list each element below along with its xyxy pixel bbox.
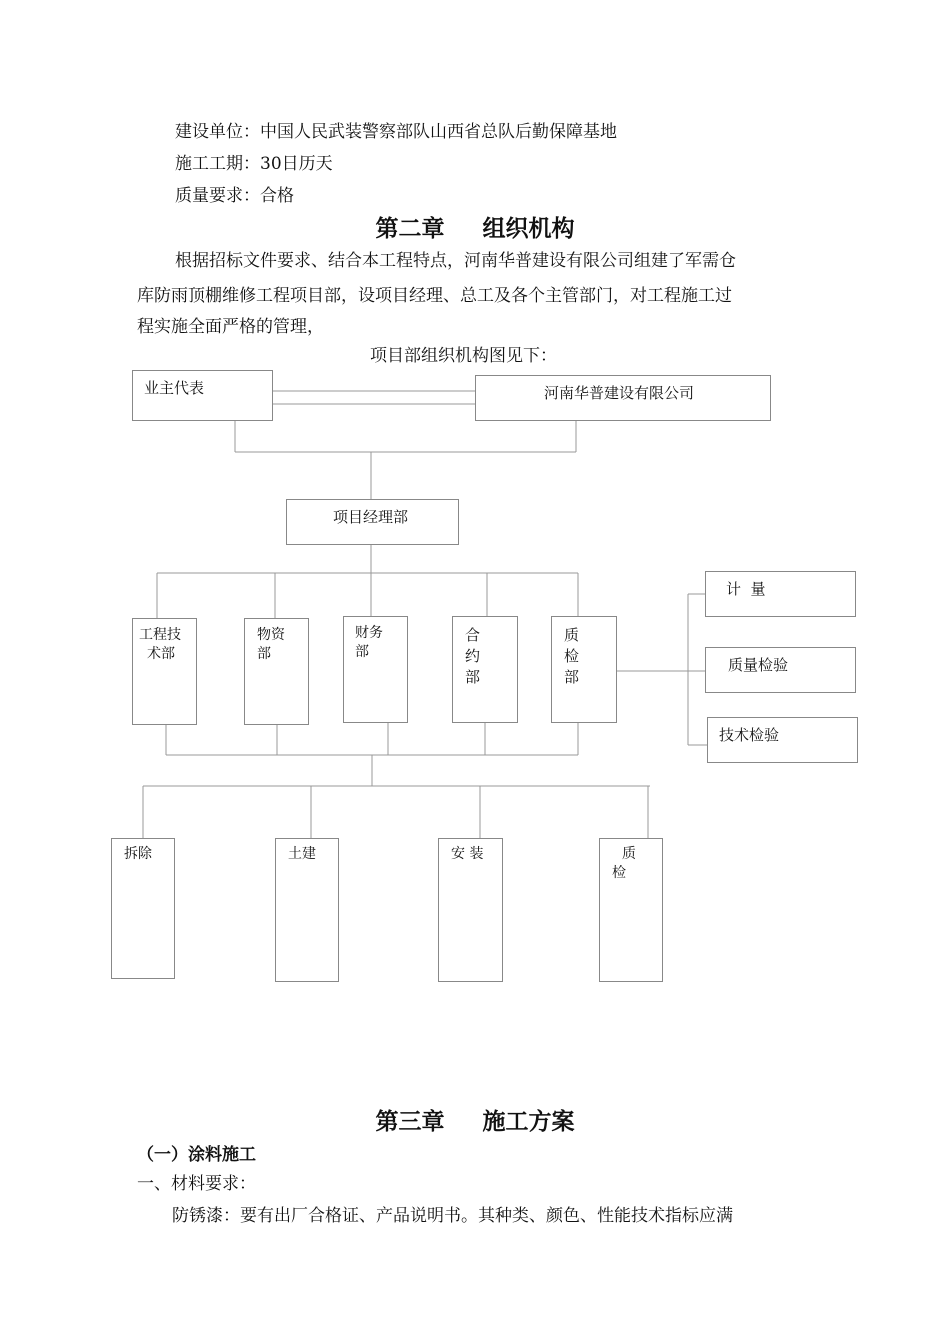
dept-finance-label-2: 部 [355, 644, 369, 660]
team-quality-box [599, 838, 663, 982]
chapter-3-title: 施工方案 [482, 1109, 575, 1135]
chapter-2-title: 组织机构 [482, 216, 575, 242]
project-manager-box [286, 499, 459, 545]
team-installation-label: 安 装 [451, 846, 484, 862]
qc-tech-inspection-box [707, 717, 858, 763]
dept-engineering-tech-label-2: 术部 [147, 646, 175, 662]
qc-measurement-label: 计 量 [726, 580, 766, 598]
team-quality-label-2: 检 [612, 865, 626, 881]
company-label: 河南华普建设有限公司 [544, 384, 695, 402]
team-quality-label-1: 质 [622, 846, 636, 862]
antirust-paint-paragraph: 防锈漆：要有出厂合格证、产品说明书。其种类、颜色、性能技术指标应满 [172, 1206, 733, 1226]
dept-contract-label-3: 部 [465, 668, 481, 686]
dept-quality-box [551, 616, 617, 723]
company-box [475, 375, 771, 421]
qc-measurement-box [705, 571, 856, 617]
team-demolition-label: 拆除 [124, 846, 152, 862]
dept-contract-label-1: 合 [465, 626, 481, 644]
chapter-2-paragraph-line-3: 程实施全面严格的管理， [137, 317, 324, 337]
chapter-2-paragraph-line-2: 库防雨顶棚维修工程项目部，设项目经理、总工及各个主管部门，对工程施工过 [137, 286, 732, 306]
team-civil-label: 土建 [288, 846, 316, 862]
dept-quality-label-3: 部 [564, 668, 580, 686]
dept-contract-box [452, 616, 518, 723]
chapter-3-number: 第三章 [375, 1109, 445, 1135]
dept-materials-label-2: 部 [257, 646, 271, 662]
material-requirements-item: 一、材料要求： [137, 1174, 256, 1194]
owner-representative-label: 业主代表 [144, 379, 205, 397]
dept-materials-box [244, 618, 309, 725]
qc-quality-inspection-label: 质量检验 [728, 656, 789, 674]
dept-engineering-tech-label-1: 工程技 [139, 627, 181, 643]
owner-representative-box [132, 370, 273, 421]
dept-contract-label-2: 约 [465, 647, 481, 665]
qc-tech-inspection-label: 技术检验 [719, 726, 780, 744]
org-chart-caption: 项目部组织机构图见下： [370, 346, 557, 366]
dept-materials-label-1: 物资 [257, 627, 285, 643]
quality-requirement-line: 质量要求：合格 [175, 186, 294, 206]
dept-finance-label-1: 财务 [355, 625, 383, 641]
team-civil-box [275, 838, 339, 982]
dept-engineering-tech-box [132, 618, 197, 725]
dept-finance-box [343, 616, 408, 723]
dept-quality-label-2: 检 [564, 647, 580, 665]
chapter-3-heading [0, 1103, 950, 1136]
construction-period-line: 施工工期：30日历天 [175, 154, 333, 174]
construction-unit-line: 建设单位：中国人民武装警察部队山西省总队后勤保障基地 [175, 122, 617, 142]
team-installation-box [438, 838, 503, 982]
qc-quality-inspection-box [705, 647, 856, 693]
team-demolition-box [111, 838, 175, 979]
chapter-2-paragraph-line-1: 根据招标文件要求、结合本工程特点，河南华普建设有限公司组建了军需仓 [175, 251, 736, 271]
dept-quality-label-1: 质 [564, 626, 580, 644]
project-manager-label: 项目经理部 [333, 508, 409, 526]
section-coating-heading: （一）涂料施工 [137, 1145, 256, 1165]
chapter-2-number: 第二章 [375, 216, 445, 242]
